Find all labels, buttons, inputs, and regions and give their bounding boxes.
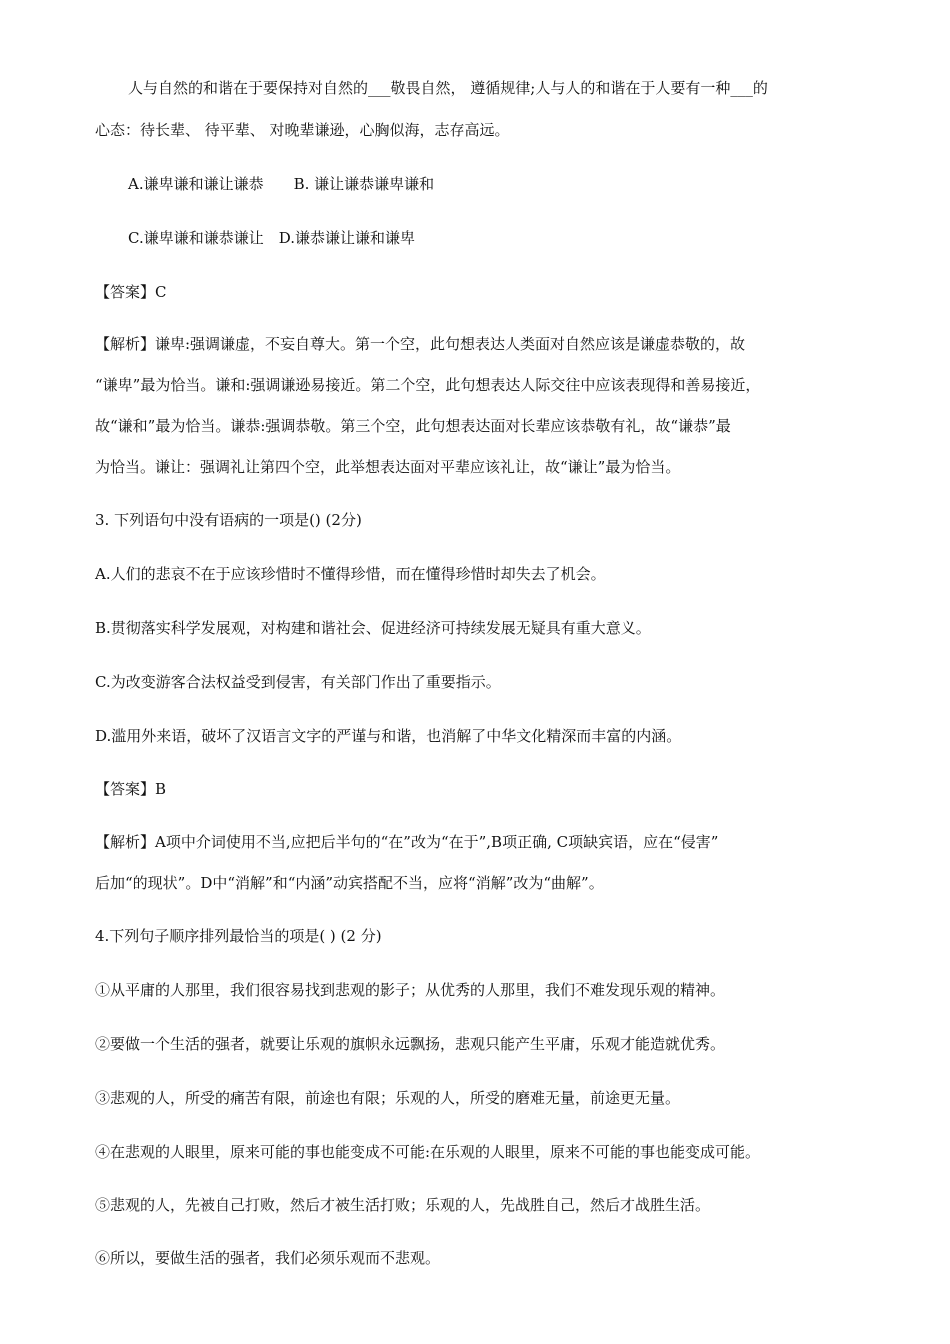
question-4-sentence-3: ③悲观的人，所受的痛苦有限，前途也有限；乐观的人，所受的磨难无量，前途更无量。	[95, 1089, 681, 1107]
question-3-explanation-line-1: 【解析】A项中介词使用不当,应把后半句的“在”改为“在于”,B项正确, C项缺宾语，应在“侵害”	[95, 833, 719, 851]
question-2-options-line-2: C.谦卑谦和谦恭谦让 D.谦恭谦让谦和谦卑	[128, 229, 415, 247]
question-2-options-line-1: A.谦卑谦和谦让谦恭 B. 谦让谦恭谦卑谦和	[128, 175, 435, 193]
question-2-stem-line-1: 人与自然的和谐在于要保持对自然的___敬畏自然， 遵循规律;人与人的和谐在于人要有一种___的	[128, 79, 768, 97]
question-4-stem: 4.下列句子顺序排列最恰当的项是( ) (2 分)	[95, 927, 382, 945]
question-2-explanation-line-2: “谦卑”最为恰当。谦和:强调谦逊易接近。第二个空，此句想表达人际交往中应该表现得和善易接近，	[95, 376, 761, 394]
question-4-sentence-1: ①从平庸的人那里，我们很容易找到悲观的影子；从优秀的人那里，我们不难发现乐观的精神。	[95, 981, 726, 999]
question-3-option-d: D.滥用外来语，破坏了汉语言文字的严谨与和谐，也消解了中华文化精深而丰富的内涵。	[95, 727, 682, 745]
question-4-sentence-5: ⑤悲观的人，先被自己打败，然后才被生活打败；乐观的人，先战胜自己，然后才战胜生活。	[95, 1196, 711, 1214]
question-3-option-a: A.人们的悲哀不在于应该珍惜时不懂得珍惜，而在懂得珍惜时却失去了机会。	[95, 565, 606, 583]
question-2-explanation-line-3: 故“谦和”最为恰当。谦恭:强调恭敬。第三个空，此句想表达面对长辈应该恭敬有礼，故“谦恭”最	[95, 417, 731, 435]
question-4-sentence-6: ⑥所以，要做生活的强者，我们必须乐观而不悲观。	[95, 1249, 441, 1267]
question-4-sentence-4: ④在悲观的人眼里，原来可能的事也能变成不可能:在乐观的人眼里，原来不可能的事也能变成可能。	[95, 1143, 761, 1161]
question-3-option-b: B.贯彻落实科学发展观，对构建和谐社会、促进经济可持续发展无疑具有重大意义。	[95, 619, 651, 637]
question-3-answer: 【答案】B	[95, 780, 167, 798]
question-2-stem-line-2: 心态：待长辈、 待平辈、 对晚辈谦逊，心胸似海，志存高远。	[95, 121, 510, 139]
question-4-sentence-2: ②要做一个生活的强者，就要让乐观的旗帜永远飘扬，悲观只能产生平庸，乐观才能造就优秀。	[95, 1035, 726, 1053]
question-2-explanation-line-1: 【解析】谦卑:强调谦虚，不妄自尊大。第一个空，此句想表达人类面对自然应该是谦虚恭敬的，故	[95, 335, 746, 353]
question-3-stem: 3. 下列语句中没有语病的一项是() (2分)	[95, 511, 362, 529]
question-2-explanation-line-4: 为恰当。谦让：强调礼让第四个空，此举想表达面对平辈应该礼让，故“谦让”最为恰当。	[95, 458, 681, 476]
question-3-option-c: C.为改变游客合法权益受到侵害，有关部门作出了重要指示。	[95, 673, 501, 691]
question-3-explanation-line-2: 后加“的现状”。D中“消解”和“内涵”动宾搭配不当，应将“消解”改为“曲解”。	[95, 874, 604, 892]
question-2-answer: 【答案】C	[95, 283, 167, 301]
